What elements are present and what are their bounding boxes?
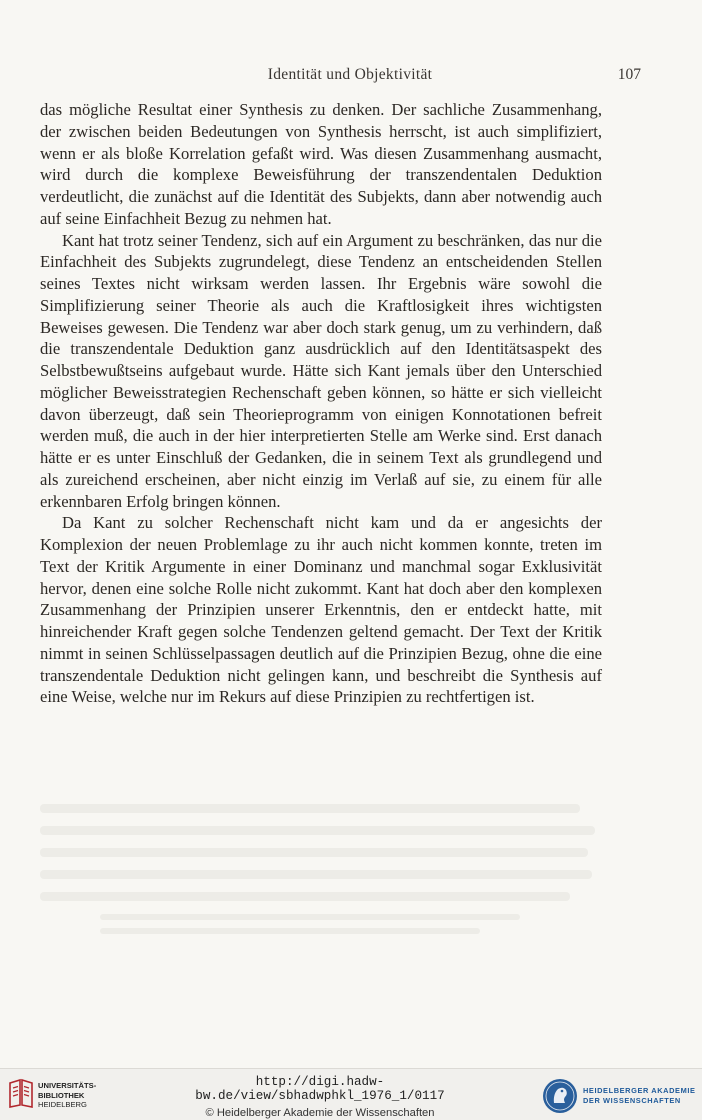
university-library-logo[interactable] xyxy=(7,1078,137,1112)
copyright-notice: © Heidelberger Akademie der Wissenschaften xyxy=(205,1107,435,1119)
page-number: 107 xyxy=(617,66,641,83)
academy-logo[interactable] xyxy=(541,1077,701,1115)
digitization-footer xyxy=(0,1068,702,1120)
paragraph-1: das mögliche Resultat einer Synthesis zu denken. Der sachliche Zusammenhang, der zwischen beiden Bedeutungen von Synthesis herrscht, ist auch simplifiziert, wenn er als bloße Korrelation gefaßt wird. Was diesen Zusammenhang ausmacht, wird durch die komplexe Beweisführung der transzendentalen Deduktion verdeutlicht, die zunächst auf die Identität des Subjekts, dann aber notwendig auch auf seine Einfachheit Bezug zu nehmen hat. xyxy=(40,100,602,228)
academy-name-line-2: DER WISSENSCHAFTEN xyxy=(583,1096,681,1105)
library-name-line-2: BIBLIOTHEK xyxy=(38,1090,85,1100)
show-through-texture xyxy=(40,800,602,950)
show-through-lines xyxy=(40,800,602,950)
body-text xyxy=(40,99,602,708)
academy-seal-icon xyxy=(541,1077,579,1115)
university-library-book-icon xyxy=(7,1078,35,1108)
permalink-url[interactable]: http://digi.hadw-bw.de/view/sbhadwphkl_1976_1/0117 xyxy=(195,1075,445,1103)
academy-name-line-1: HEIDELBERGER AKADEMIE xyxy=(583,1086,696,1095)
library-name-line-1: UNIVERSITÄTS- xyxy=(38,1081,97,1090)
running-head xyxy=(40,66,660,86)
library-name-line-3: HEIDELBERG xyxy=(38,1100,87,1110)
footer-center xyxy=(140,1075,500,1119)
running-title: Identität und Objektivität xyxy=(267,66,433,83)
paragraph-3: Da Kant zu solcher Rechenschaft nicht kam und da er angesichts der Komplexion der neuen Problemlage zu ihr auch nicht kommen konnte, treten im Text der Kritik Argumente in einer Dominanz und manchmal sogar Exklusivität hervor, denen eine solche Rolle nicht zukommt. Kant hat doch aber den komplexen Zusammenhang der Prinzipien unserer Erkenntnis, den er entdeckt hatte, mit hinreichender Kraft gegen solche Tendenzen geltend gemacht. Der Text der Kritik nimmt in seinen Schlüsselpassagen deutlich auf die Prinzipien Bezug, ohne die eine transzendentale Deduktion nicht gelingen kann, und beschreibt die Synthesis auf eine Weise, welche nur im Rekurs auf diese Prinzipien zu rechtfertigen ist. xyxy=(40,513,602,707)
paragraph-2: Kant hat trotz seiner Tendenz, sich auf ein Argument zu beschränken, das nur die Einfachheit des Subjekts zugrundelegt, diese Tendenz an entscheidenden Stellen seines Textes nicht wirksam werden lassen. Ihr Ergebnis wäre sowohl die Simplifizierung seiner Theorie als auch die Kraftlosigkeit ihres wichtigsten Beweises gewesen. Die Tendenz war aber doch stark genug, um zu verhindern, daß die transzendentale Deduktion ganz ausdrücklich auf den Identitätsaspekt des Selbstbewußtseins aufgebaut wurde. Hätte sich Kant jemals über den Unterschied möglicher Beweisstrategien Rechenschaft geben können, so hätte er sich vielleicht davon überzeugt, daß sein Theorieprogramm von einigen Konnotationen befreit werden muß, die auch in der hier interpretierten Stelle am Werke sind. Erst danach hätte er es unter Einschluß der Gedanken, die in seinem Text als grundlegend und als zureichend erscheinen, aber nicht einzig im Verlaß auf sie, zu einem für alle erkennbaren Erfolg bringen können. xyxy=(40,230,602,511)
